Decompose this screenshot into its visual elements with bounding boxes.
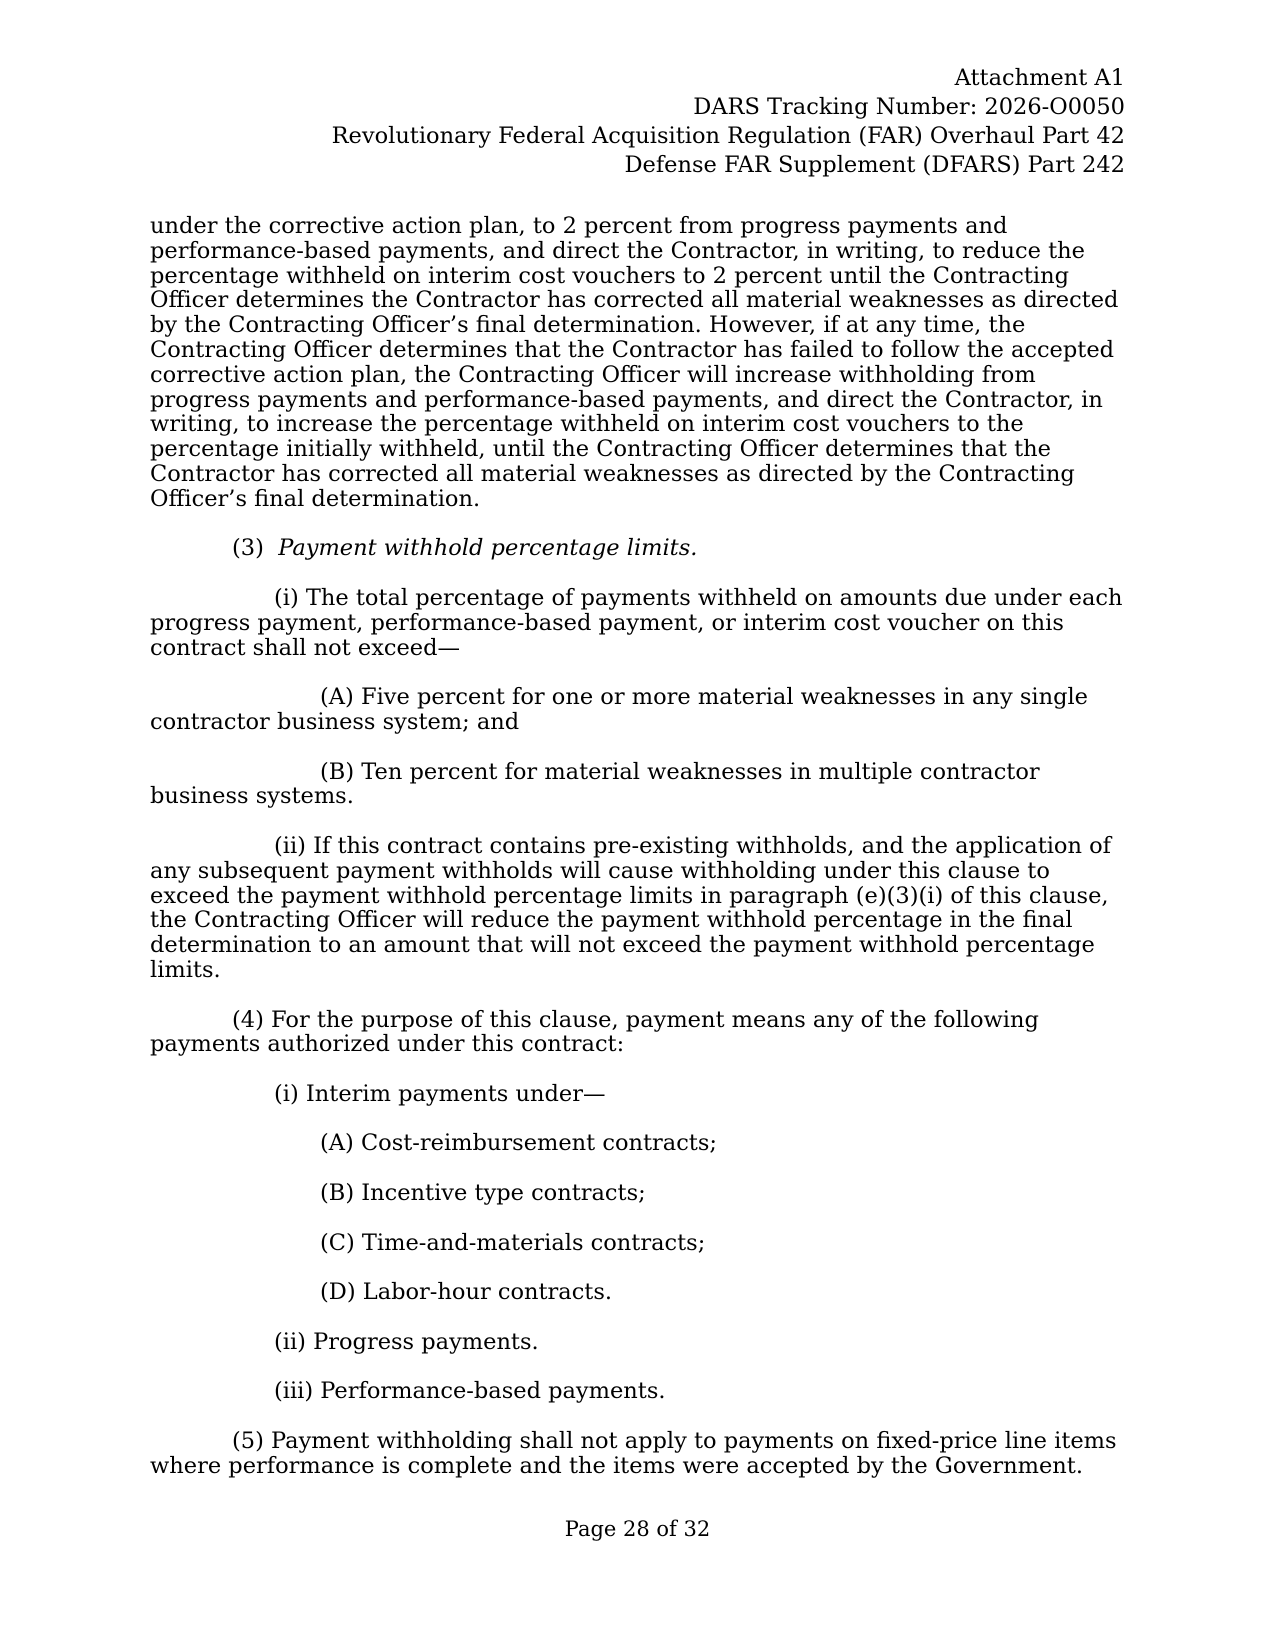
paragraph-3-i-A: (A) Five percent for one or more material weaknesses in any single contractor business system; and	[150, 684, 1088, 735]
paragraph-5: (5) Payment withholding shall not apply to payments on fixed-price line items where performance is complete and the items were accepted by the Government.	[150, 1428, 1117, 1479]
far-part-title: Revolutionary Federal Acquisition Regulation (FAR) Overhaul Part 42	[331, 123, 1125, 149]
paragraph-4-ii: (ii) Progress payments.	[274, 1328, 539, 1355]
page-number: Page 28 of 32	[564, 1517, 711, 1541]
paragraph-continued: under the corrective action plan, to 2 percent from progress payments and performance-based payments, and direct the Contractor, in writing, to reduce the percentage withheld on interim cost vouchers to 2 percent until the Contracting Officer determines the Contractor has corrected all material weaknesses as directed by the Contracting Officer’s final determination. However, if at any time, the Contracting Officer determines that the Contractor has failed to follow the accepted corrective action plan, the Contracting Officer will increase withholding from progress payments and performance-based payments, and direct the Contractor, in writing, to increase the percentage withheld on interim cost vouchers to the percentage initially withheld, until the Contracting Officer determines that the Contractor has corrected all material weaknesses as directed by the Contracting Officer’s final determination.	[150, 213, 1119, 512]
paragraph-4-iii: (iii) Performance-based payments.	[274, 1378, 666, 1405]
paragraph-4: (4) For the purpose of this clause, payment means any of the following payments authorized under this contract:	[150, 1006, 1039, 1058]
paragraph-3-number: (3)	[232, 535, 264, 562]
paragraph-4-i-B: (B) Incentive type contracts;	[320, 1180, 646, 1207]
document-header	[125, 64, 1125, 180]
attachment-label: Attachment A1	[954, 65, 1125, 91]
paragraph-3-i-B: (B) Ten percent for material weaknesses in multiple contractor business systems.	[150, 758, 1040, 810]
paragraph-3-title: Payment withhold percentage limits.	[278, 535, 698, 562]
dfars-part-title: Defense FAR Supplement (DFARS) Part 242	[624, 152, 1125, 178]
paragraph-4-i: (i) Interim payments under—	[274, 1080, 606, 1107]
paragraph-3-ii: (ii) If this contract contains pre-existing withholds, and the application of any subsequent payment withholds will cause withholding under this clause to exceed the payment withhold percentage limits in paragraph (e)(3)(i) of this clause, the Contracting Officer will reduce the payment withhold percentage in the final determination to an amount that will not exceed the payment withhold percentage limits.	[150, 832, 1111, 983]
document-body	[150, 214, 1130, 1503]
paragraph-4-i-C: (C) Time-and-materials contracts;	[320, 1229, 706, 1256]
paragraph-4-i-D: (D) Labor-hour contracts.	[320, 1279, 613, 1306]
paragraph-3-heading	[150, 536, 1130, 561]
tracking-number: DARS Tracking Number: 2026-O0050	[693, 94, 1125, 120]
paragraph-4-i-A: (A) Cost-reimbursement contracts;	[320, 1130, 717, 1157]
paragraph-3-i: (i) The total percentage of payments withheld on amounts due under each progress payment, performance-based payment, or interim cost voucher on this contract shall not exceed—	[150, 584, 1123, 661]
